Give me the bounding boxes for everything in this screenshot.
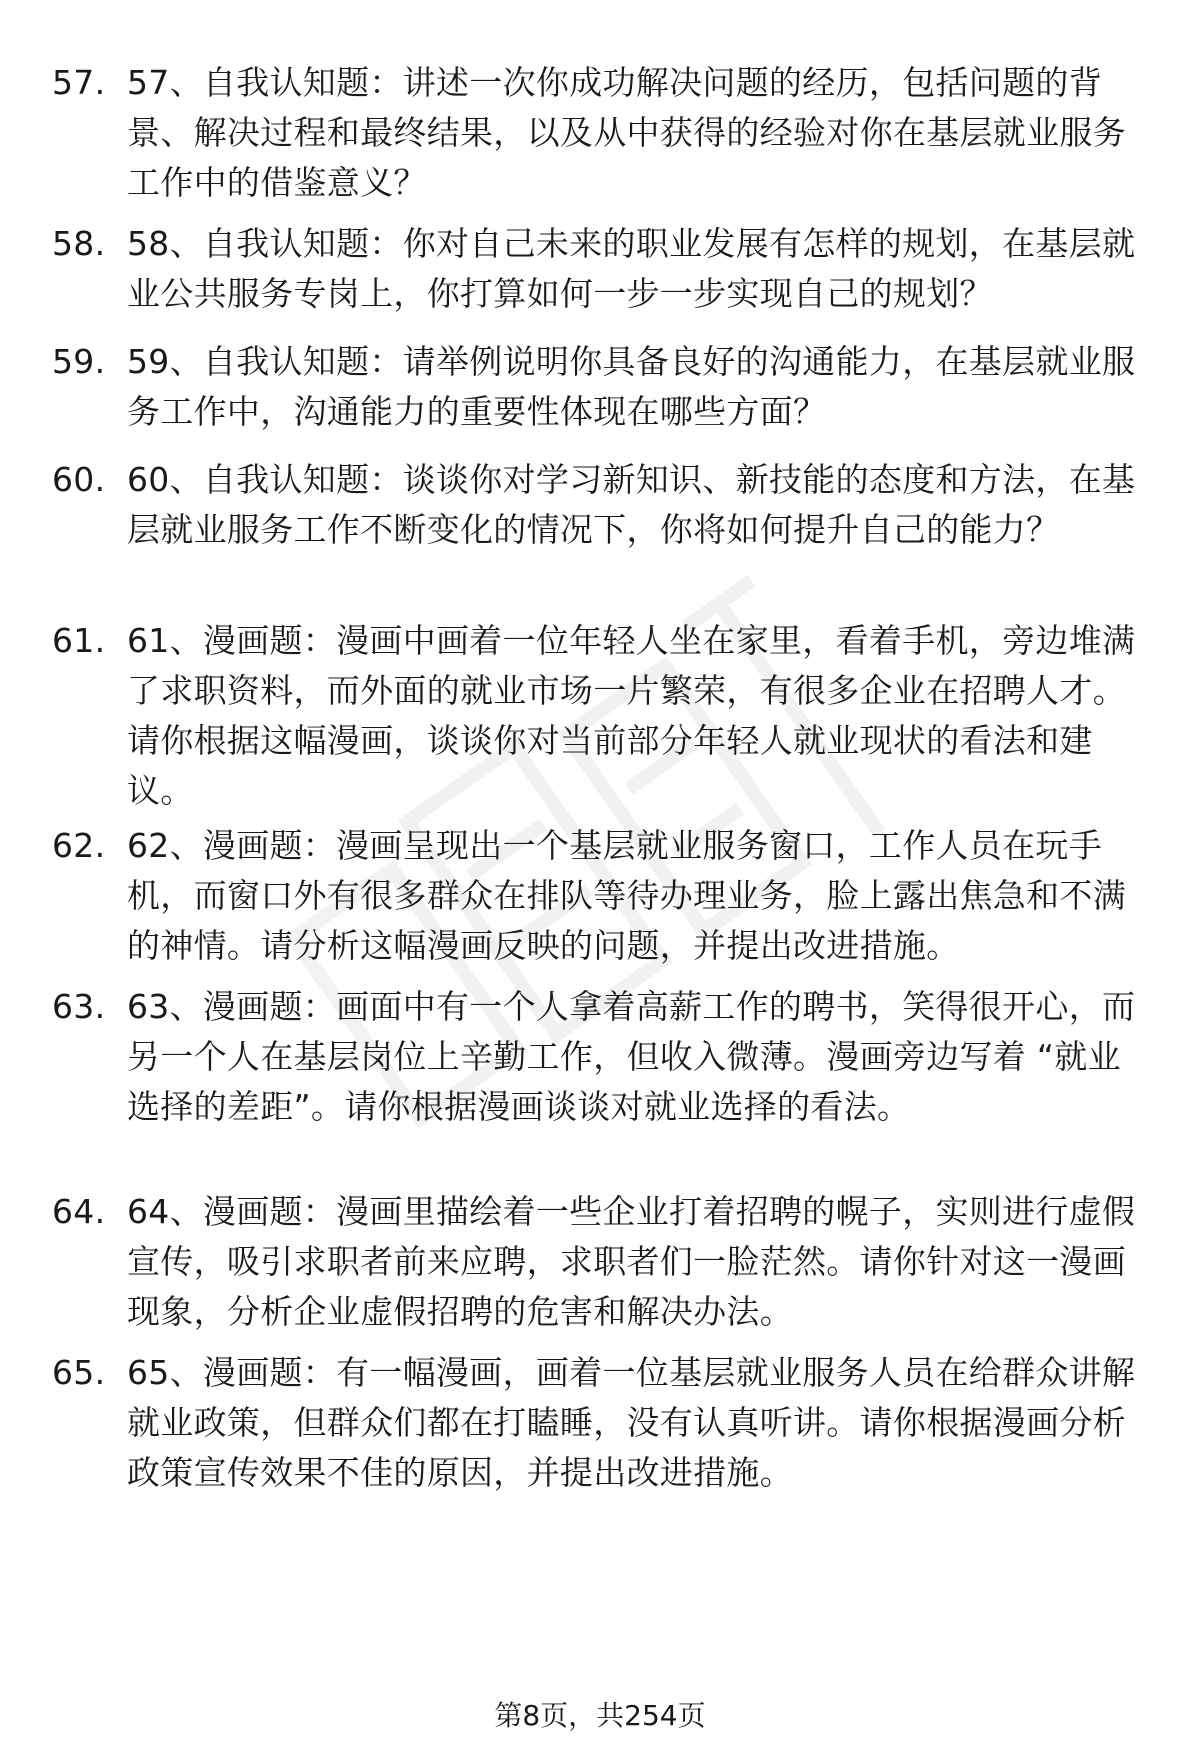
question-number: 60.: [52, 460, 106, 499]
question-number: 64.: [52, 1192, 106, 1231]
question-item-57: [52, 58, 1152, 219]
question-number: 63.: [52, 987, 106, 1026]
page-footer: [0, 1696, 1200, 1736]
question-item-62: [52, 821, 1152, 982]
question-number: 65.: [52, 1353, 106, 1392]
question-item-65: [52, 1348, 1152, 1498]
question-number: 62.: [52, 826, 106, 865]
question-text: 62、漫画题：漫画呈现出一个基层就业服务窗口，工作人员在玩手机，而窗口外有很多群众在排队等待办理业务，脸上露出焦急和不满的神情。请分析这幅漫画反映的问题，并提出改进措施。: [127, 826, 1126, 965]
question-item-60: [52, 455, 1152, 616]
question-item-64: [52, 1187, 1152, 1348]
question-item-58: [52, 219, 1152, 337]
question-text: 58、自我认知题：你对自己未来的职业发展有怎样的规划，在基层就业公共服务专岗上，你打算如何一步一步实现自己的规划？: [127, 224, 1136, 313]
question-text: 65、漫画题：有一幅漫画，画着一位基层就业服务人员在给群众讲解就业政策，但群众们都在打瞌睡，没有认真听讲。请你根据漫画分析政策宣传效果不佳的原因，并提出改进措施。: [127, 1353, 1136, 1492]
question-text: 59、自我认知题：请举例说明你具备良好的沟通能力，在基层就业服务工作中，沟通能力的重要性体现在哪些方面？: [127, 342, 1136, 431]
question-item-63: [52, 982, 1152, 1187]
question-number: 58.: [52, 224, 106, 263]
question-number: 61.: [52, 621, 106, 660]
question-item-59: [52, 337, 1152, 455]
question-text: 63、漫画题：画面中有一个人拿着高薪工作的聘书，笑得很开心，而另一个人在基层岗位上辛勤工作，但收入微薄。漫画旁边写着 “就业选择的差距”。请你根据漫画谈谈对就业选择的看法。: [127, 987, 1136, 1126]
question-number: 57.: [52, 63, 106, 102]
question-text: 64、漫画题：漫画里描绘着一些企业打着招聘的幌子，实则进行虚假宣传，吸引求职者前来应聘，求职者们一脸茫然。请你针对这一漫画现象，分析企业虚假招聘的危害和解决办法。: [127, 1192, 1136, 1331]
question-text: 60、自我认知题：谈谈你对学习新知识、新技能的态度和方法，在基层就业服务工作不断变化的情况下，你将如何提升自己的能力？: [127, 460, 1136, 549]
question-item-61: [52, 616, 1152, 821]
question-text: 61、漫画题：漫画中画着一位年轻人坐在家里，看着手机，旁边堆满了求职资料，而外面的就业市场一片繁荣，有很多企业在招聘人才。请你根据这幅漫画，谈谈你对当前部分年轻人就业现状的看法和建议。: [127, 621, 1136, 810]
question-list: [52, 58, 1152, 1498]
page-number-label: 第8页，共254页: [494, 1699, 706, 1732]
question-text: 57、自我认知题：讲述一次你成功解决问题的经历，包括问题的背景、解决过程和最终结果，以及从中获得的经验对你在基层就业服务工作中的借鉴意义？: [127, 63, 1126, 202]
question-number: 59.: [52, 342, 106, 381]
